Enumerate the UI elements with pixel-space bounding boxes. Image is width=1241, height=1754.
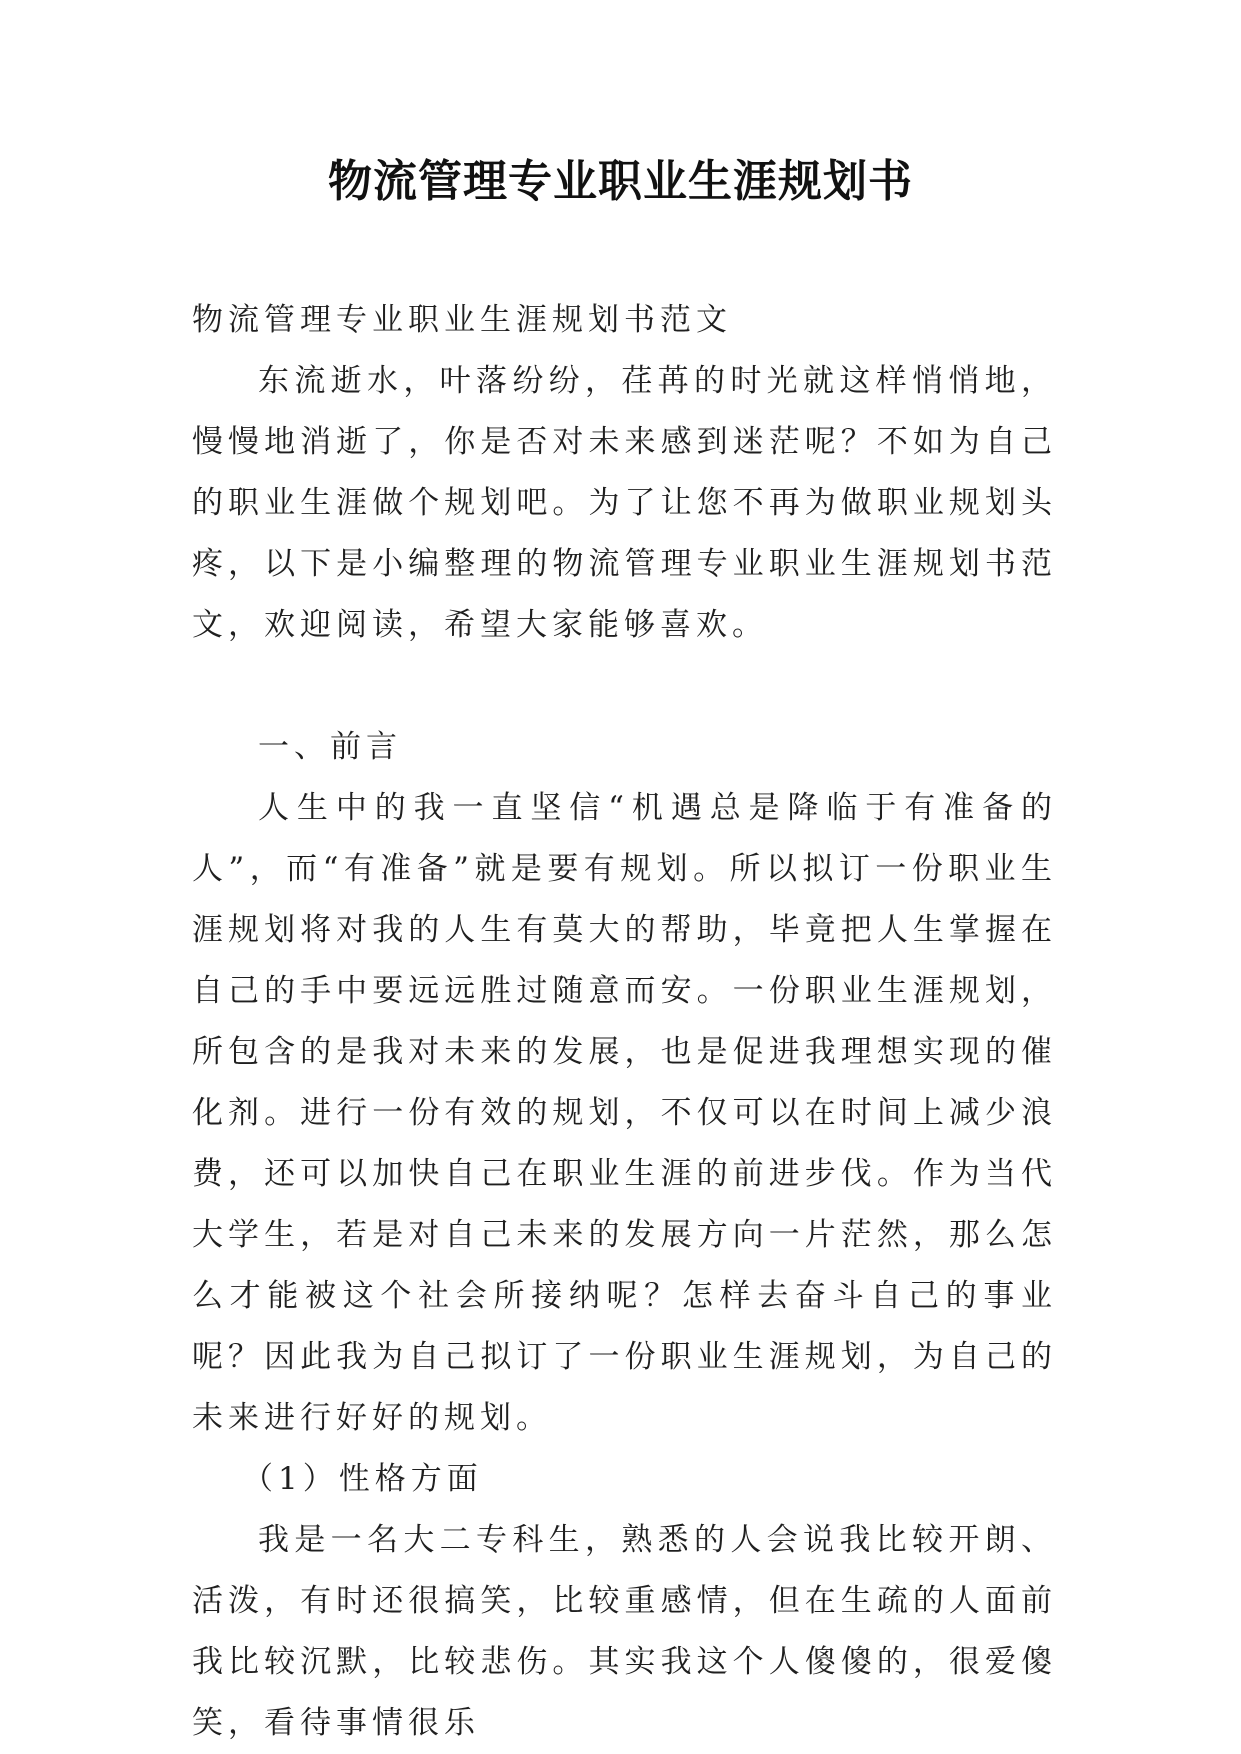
- paragraph-spacer: [192, 656, 1057, 717]
- intro-paragraph: 东流逝水，叶落纷纷，荏苒的时光就这样悄悄地，慢慢地消逝了，你是否对未来感到迷茫呢？不如为自己的职业生涯做个规划吧。为了让您不再为做职业规划头疼，以下是小编整理的物流管理专业职业生涯规划书范文，欢迎阅读，希望大家能够喜欢。: [192, 363, 1057, 643]
- subsection-heading-personality: （1）性格方面: [242, 1461, 483, 1497]
- document-title: 物流管理专业职业生涯规划书: [328, 156, 913, 207]
- section-heading-preface: 一、前言: [258, 729, 402, 765]
- personality-paragraph: 我是一名大二专科生，熟悉的人会说我比较开朗、活泼，有时还很搞笑，比较重感情，但在生疏的人面前我比较沉默，比较悲伤。其实我这个人傻傻的，很爱傻笑，看待事情很乐: [192, 1522, 1057, 1741]
- document-body: [192, 290, 1057, 1754]
- preface-paragraph: 人生中的我一直坚信“机遇总是降临于有准备的人”，而“有准备”就是要有规划。所以拟订一份职业生涯规划将对我的人生有莫大的帮助，毕竟把人生掌握在自己的手中要远远胜过随意而安。一份职业生涯规划，所包含的是我对未来的发展，也是促进我理想实现的催化剂。进行一份有效的规划，不仅可以在时间上减少浪费，还可以加快自己在职业生涯的前进步伐。作为当代大学生，若是对自己未来的发展方向一片茫然，那么怎么才能被这个社会所接纳呢？怎样去奋斗自己的事业呢？因此我为自己拟订了一份职业生涯规划，为自己的未来进行好好的规划。: [192, 790, 1057, 1436]
- document-subtitle: 物流管理专业职业生涯规划书范文: [192, 302, 732, 338]
